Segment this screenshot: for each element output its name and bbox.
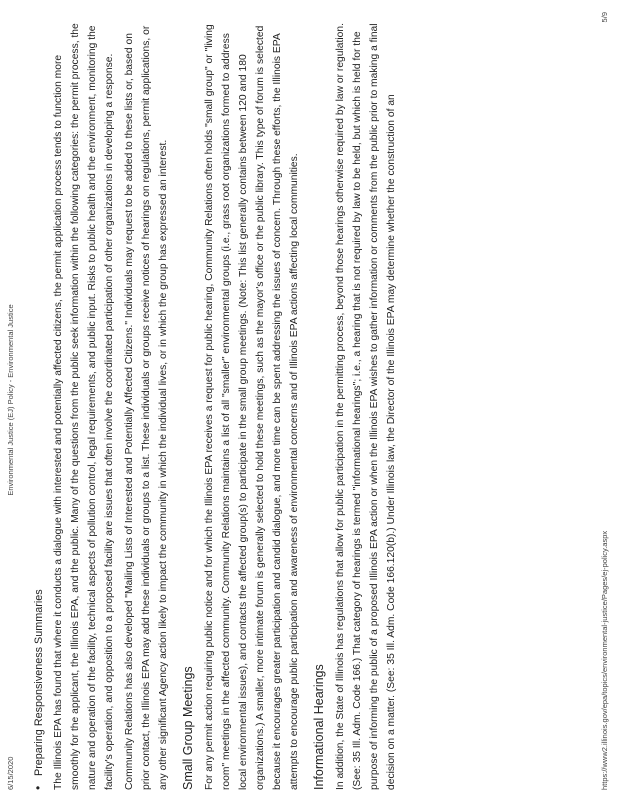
page-footer <box>600 0 612 800</box>
bullet-icon: • <box>31 785 45 790</box>
page-number: 5/9 <box>600 12 609 23</box>
paragraph-small-group: For any permit action requiring public notice and for which the Illinois EPA receives a request for public hearing, Community Relations often holds "small group" or "living room" meetings in the affected community. Community Relations maintains a list of all "smaller" environmental groups (i.e., grass root organizations formed to address local environmental issues), and contacts the affected group(s) to participate in the small group meetings. (Note: This list generally contains between 120 and 180 organizations.) A smaller, more intimate forum is generally selected to hold these meetings, such as the mayor's office or the public library. This type of forum is selected because it encourages greater participation and candid dialogue, and more time can be spent addressing the issues of concern. Through these efforts, the Illinois EPA attempts to encourage public participation and awareness of environmental concerns and of Illinois EPA actions affecting local communities. <box>204 24 300 790</box>
bullet-item <box>30 20 48 790</box>
paragraph-informational: In addition, the State of Illinois has regulations that allow for public participation in the permitting process, beyond those hearings otherwise required by law or regulation. (See: 35 Ill. Adm. Code 166.) That category of hearings is termed "informational hearings"; i.e., a hearing that is not required by law to be held, but which is held for the purpose of informing the public of a proposed Illinois EPA action or when the Illinois EPA wishes to gather information or comments from the public prior to making a final decision on a matter. (See: 35 Ill. Adm. Code 166.120(b).) Under Illinois law, the Director of the Illinois EPA may determine whether the construction of an <box>335 23 397 790</box>
header-date: 6/15/2020 <box>6 756 15 790</box>
footer-url[interactable]: https://www2.illinois.gov/epa/topics/environmental-justice/Pages/ej-policy.aspx <box>600 530 609 790</box>
heading-small-group-meetings: Small Group Meetings <box>181 666 195 790</box>
paragraph-mailing-lists: Community Relations has also developed "Mailing Lists of Interested and Potentially Affected Citizens." Individuals may request to be added to these lists or, based on prior contact, the Illinois EPA may add these individuals or groups to a list. These individuals or groups receive notices of hearings on regulations, permit applications, or any other significant Agency action likely to impact the community in which the individual lives, or in which the group has expressed an interest. <box>124 25 169 790</box>
bullet-text: Preparing Responsiveness Summaries <box>33 589 45 776</box>
heading-informational-hearings: Informational Hearings <box>312 664 326 790</box>
document-body <box>30 20 403 790</box>
paragraph-dialogue: The Illinois EPA has found that where it conducts a dialogue with interested and potentially affected citizens, the permit application process tends to function more smoothly for the applicant, the Illinois EPA, and the public. Many of the questions from the public seek information within the following categories: the permit process, the nature and operation of the facility, technical aspects of pollution control, legal requirements, and public input. Risks to public health and the environment, monitoring the facility's operation, and opposition to a proposed facility are issues that often involve the coordinated participation of other organizations in developing a response. <box>53 23 115 790</box>
page-header <box>6 0 18 800</box>
header-title: Environmental Justice (EJ) Policy - Environmental Justice <box>6 304 15 496</box>
